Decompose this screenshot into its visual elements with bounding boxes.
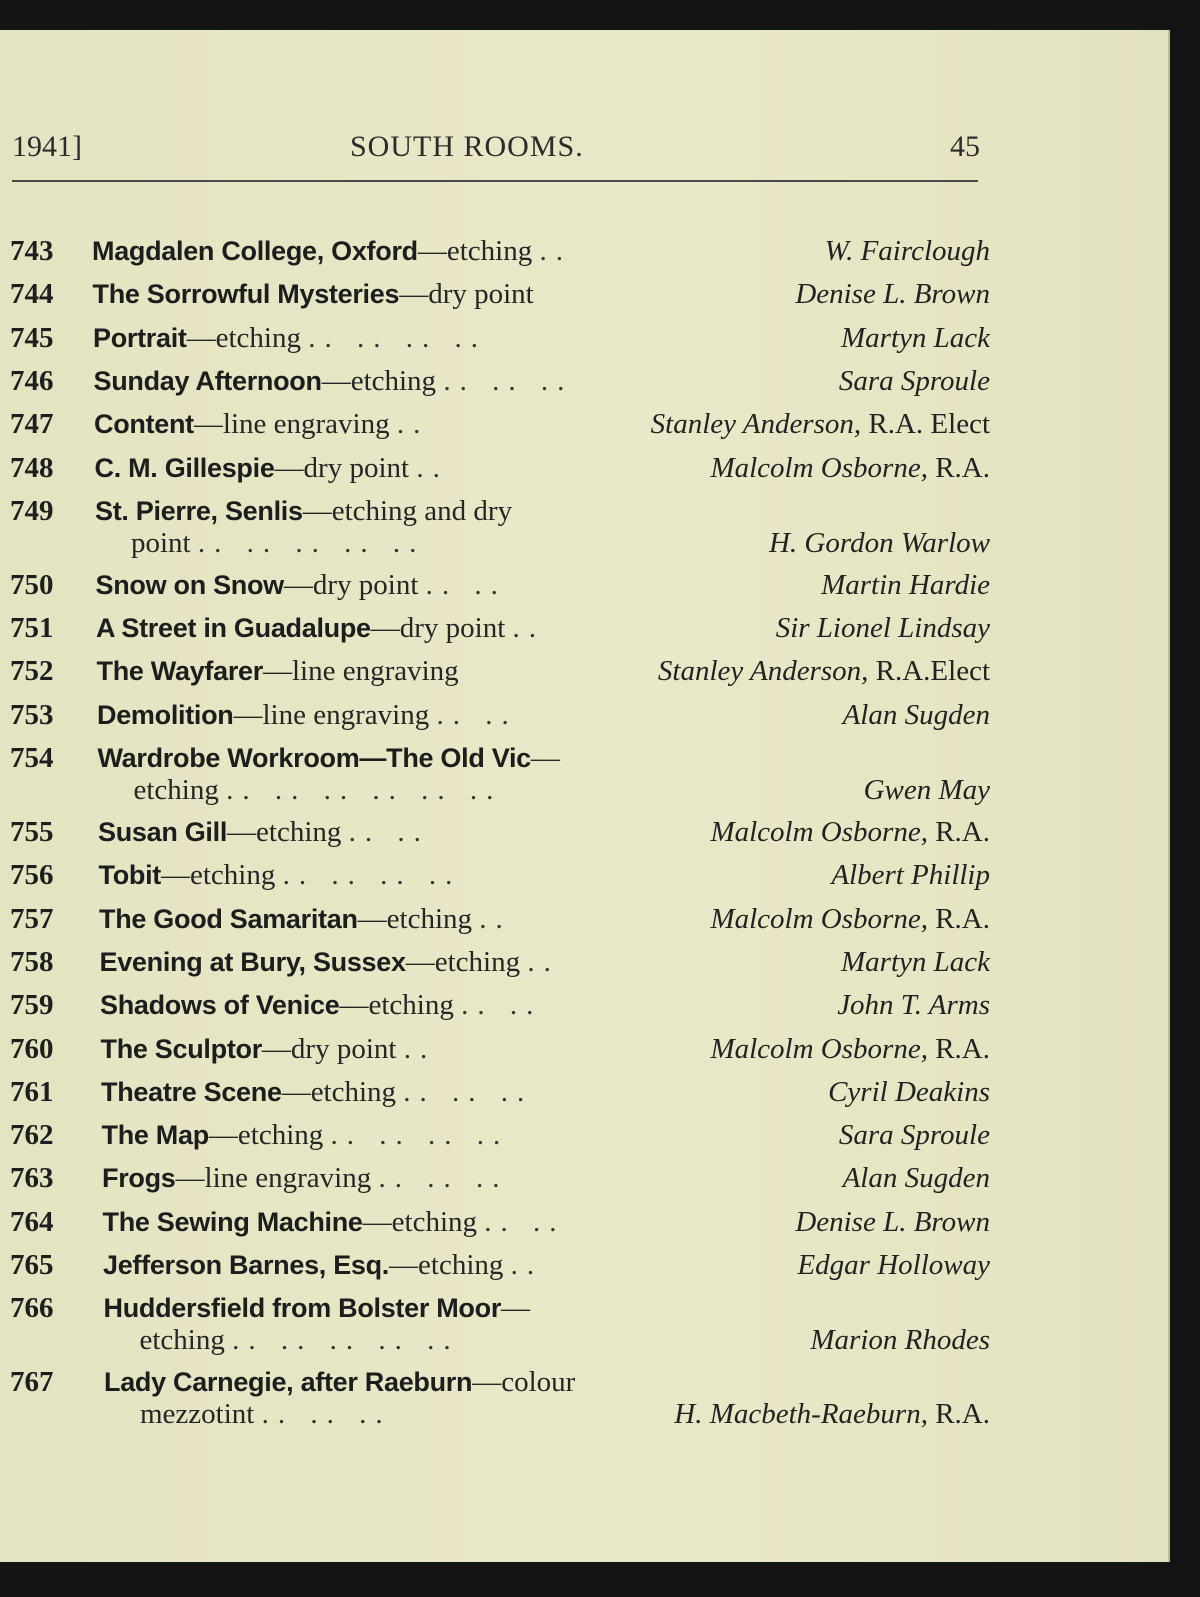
entry-leader-dots: .. (539, 235, 572, 267)
entry-leader-dots: .. .. .. (403, 1075, 534, 1108)
entry-line (0, 569, 990, 605)
artist-name: Malcolm Osborne, (710, 816, 928, 848)
entry-medium: —etching (208, 1119, 324, 1152)
catalogue-entry (0, 569, 990, 609)
entry-line-continued (0, 527, 990, 563)
entry-artist (795, 278, 990, 311)
entry-leader-dots: .. (403, 1032, 437, 1065)
entry-artist (828, 1076, 990, 1109)
catalogue-entry (0, 1033, 990, 1073)
artist-name: Stanley Anderson, (657, 655, 869, 688)
entry-leader-dots: .. (510, 1249, 544, 1281)
catalogue-entry (0, 408, 990, 448)
entry-leader-dots: .. .. (484, 1205, 566, 1238)
entry-leader-dots: .. .. .. .. .. (197, 526, 426, 559)
entry-medium-cont: mezzotint (140, 1398, 255, 1431)
catalogue-entry (0, 235, 990, 275)
entry-line (0, 699, 990, 735)
entry-artist (864, 774, 990, 807)
entry-leader-dots: .. .. .. .. .. (232, 1324, 460, 1357)
entry-description-cont (134, 774, 503, 807)
entry-artist (795, 1206, 990, 1239)
entry-leader-dots: .. .. .. (443, 364, 574, 397)
catalogue-page (0, 30, 1170, 1562)
catalogue-entry (0, 1249, 990, 1289)
entry-artist (797, 1249, 990, 1282)
entry-number: 750 (10, 568, 54, 601)
entry-number: 766 (10, 1292, 54, 1325)
entry-medium: —etching (362, 1205, 478, 1238)
entry-title: The Sorrowful Mysteries (92, 279, 400, 310)
catalogue-entry (0, 816, 990, 856)
entry-artist (674, 1398, 990, 1431)
entry-number: 748 (10, 451, 54, 484)
entry-leader-dots: .. .. (461, 989, 543, 1022)
entry-number: 756 (10, 859, 54, 892)
entry-line-continued (0, 1398, 990, 1434)
artist-honour: R.A. Elect (861, 408, 990, 441)
artist-name: Malcolm Osborne, (710, 451, 928, 484)
entry-description (99, 903, 512, 936)
entry-description (98, 742, 560, 775)
entry-line (0, 1249, 990, 1285)
entry-leader-dots: .. .. .. .. .. .. (226, 774, 503, 806)
artist-name: Gwen May (863, 774, 990, 806)
artist-name: Sara Sproule (838, 1119, 990, 1152)
entry-number: 745 (10, 321, 54, 354)
entry-artist (839, 365, 990, 398)
entry-description (98, 816, 430, 849)
entry-medium: —dry point (261, 1032, 397, 1065)
entry-title: The Sewing Machine (102, 1206, 363, 1237)
entry-medium: — (501, 1292, 531, 1325)
entry-medium: —dry point (274, 451, 410, 484)
entry-line (0, 365, 990, 401)
artist-name: Alan Sugden (842, 1162, 990, 1195)
catalogue-entry (0, 655, 990, 695)
artist-name: Martyn Lack (841, 321, 990, 354)
entry-title: Huddersfield from Bolster Moor (103, 1293, 502, 1324)
entry-leader-dots: .. .. .. .. (308, 321, 487, 354)
entry-number: 751 (10, 612, 54, 645)
entry-line (0, 946, 990, 982)
entry-description (93, 278, 534, 311)
entry-description (101, 1076, 533, 1109)
entry-description (97, 699, 518, 732)
artist-name: Martin Hardie (821, 568, 990, 601)
entry-description (100, 946, 560, 979)
entry-artist (825, 235, 990, 268)
entry-number: 762 (10, 1119, 54, 1152)
artist-name: Malcolm Osborne, (710, 902, 928, 935)
entry-number: 758 (10, 945, 54, 978)
catalogue-entry (0, 742, 990, 806)
entry-title: The Wayfarer (96, 656, 263, 687)
entry-line (0, 742, 990, 778)
entry-artist (843, 1162, 990, 1195)
entry-number: 760 (10, 1032, 54, 1065)
catalogue-entry (0, 322, 990, 362)
entry-leader-dots: .. .. .. (261, 1398, 392, 1431)
entry-line (0, 816, 990, 852)
entry-title: Portrait (93, 322, 187, 353)
entry-artist (831, 859, 990, 892)
entry-description-cont (140, 1324, 460, 1357)
entry-artist (710, 903, 990, 936)
entry-description (103, 1249, 543, 1282)
catalogue-entry (0, 278, 990, 318)
artist-name: Sara Sproule (838, 364, 990, 397)
entry-leader-dots: .. .. .. .. (330, 1119, 510, 1152)
entry-artist (821, 569, 990, 602)
artist-name: Marion Rhodes (810, 1324, 990, 1357)
entry-description (102, 1162, 508, 1195)
artist-name: H. Macbeth-Raeburn, (674, 1398, 928, 1431)
catalogue-entry (0, 1162, 990, 1202)
entry-title: Snow on Snow (95, 569, 284, 600)
entry-medium: —dry point (283, 568, 419, 601)
entry-number: 757 (10, 902, 54, 935)
entry-line (0, 408, 990, 444)
catalogue-entry (0, 1366, 990, 1431)
artist-name: H. Gordon Warlow (768, 526, 990, 559)
entry-medium: —dry point (370, 612, 506, 645)
entry-line (0, 322, 990, 358)
entry-description (94, 365, 574, 398)
entry-line (0, 452, 990, 488)
entry-medium: —etching (227, 816, 342, 848)
entry-line (0, 989, 990, 1025)
entry-number: 765 (10, 1249, 54, 1281)
entry-artist (841, 946, 990, 979)
entry-title: C. M. Gillespie (94, 452, 275, 483)
entry-artist (651, 408, 990, 441)
entry-medium: —etching (281, 1075, 397, 1108)
entry-line (0, 1162, 990, 1198)
entry-leader-dots: .. (512, 612, 546, 645)
entry-description-cont (140, 1398, 392, 1431)
entry-title: Demolition (97, 699, 234, 730)
entry-number: 744 (10, 278, 54, 311)
artist-honour: R.A. (927, 902, 990, 935)
artist-name: Edgar Holloway (797, 1249, 990, 1281)
entry-line (0, 1119, 990, 1155)
entry-title: The Map (101, 1120, 209, 1151)
entry-title: Jefferson Barnes, Esq. (103, 1250, 390, 1280)
catalogue-entry (0, 903, 990, 943)
entry-description (94, 408, 429, 441)
catalogue-entry (0, 1076, 990, 1116)
entry-artist (837, 989, 990, 1022)
entry-title: The Sculptor (100, 1033, 262, 1064)
entry-description (92, 235, 572, 268)
entry-title: Content (94, 409, 194, 440)
entry-description-cont (131, 527, 425, 560)
entry-medium: —line engraving (175, 1162, 372, 1195)
entry-leader-dots: .. (479, 902, 512, 935)
artist-name: Martyn Lack (841, 945, 990, 978)
catalogue-entry (0, 365, 990, 405)
entry-description (95, 495, 512, 528)
entry-artist (658, 655, 990, 688)
catalogue-entry (0, 612, 990, 652)
artist-name: Malcolm Osborne, (710, 1032, 928, 1065)
entry-leader-dots: .. .. .. .. (282, 859, 462, 892)
entry-line (0, 1033, 990, 1069)
catalogue-entry (0, 699, 990, 739)
entry-leader-dots: .. .. (348, 816, 430, 848)
entry-description (104, 1366, 575, 1399)
entry-number: 749 (10, 494, 54, 527)
artist-name: John T. Arms (837, 989, 990, 1022)
entry-line (0, 278, 990, 314)
entry-line (0, 235, 990, 271)
artist-honour: R.A. (927, 816, 990, 848)
catalogue-entry (0, 946, 990, 986)
entry-description (100, 989, 542, 1022)
entry-line (0, 1206, 990, 1242)
entry-line (0, 1366, 990, 1402)
entry-description (95, 452, 449, 485)
catalogue-entry (0, 1119, 990, 1159)
entry-medium: —etching (405, 945, 521, 978)
entry-title: A Street in Guadalupe (96, 613, 371, 644)
entry-artist (769, 527, 990, 560)
entry-description (93, 322, 487, 355)
entry-number: 767 (10, 1366, 54, 1399)
entry-number: 754 (10, 742, 54, 774)
entry-artist (843, 699, 990, 732)
entry-leader-dots: .. .. (425, 568, 507, 601)
header-year: 1941] (12, 130, 82, 163)
entry-number: 755 (10, 816, 54, 848)
entry-medium: —colour (472, 1366, 576, 1399)
catalogue-entry (0, 1206, 990, 1246)
entry-medium: —line engraving (262, 655, 459, 688)
entry-artist (710, 816, 990, 849)
entry-medium: —etching (389, 1249, 504, 1281)
entry-medium: —etching (160, 859, 276, 892)
entry-description (99, 859, 462, 892)
artist-name: Denise L. Brown (795, 1205, 990, 1238)
catalogue-entry (0, 494, 990, 559)
entry-artist (810, 1324, 990, 1357)
artist-honour: R.A. (927, 451, 990, 484)
entry-medium: —etching (321, 364, 437, 397)
entry-artist (710, 1033, 990, 1066)
entry-artist (710, 452, 990, 485)
artist-name: Cyril Deakins (828, 1075, 990, 1108)
entry-number: 753 (10, 698, 54, 731)
entry-medium: —dry point (399, 278, 534, 311)
entry-leader-dots: .. .. (436, 698, 518, 731)
entry-description (97, 655, 459, 688)
entry-line (0, 495, 990, 531)
entry-description (96, 569, 507, 602)
entry-artist (776, 612, 990, 645)
entry-number: 763 (10, 1162, 54, 1195)
entry-medium: — (530, 742, 560, 774)
artist-name: Stanley Anderson, (650, 408, 862, 441)
entry-description (104, 1292, 531, 1325)
entry-description (96, 612, 545, 645)
entry-title: Shadows of Venice (100, 990, 340, 1021)
entry-number: 743 (10, 235, 54, 267)
entry-medium: —etching (339, 989, 454, 1022)
catalogue-entry (0, 989, 990, 1029)
entry-line (0, 903, 990, 939)
entry-leader-dots: .. .. .. (378, 1162, 509, 1195)
entry-line (0, 1292, 990, 1328)
entry-title: The Good Samaritan (99, 903, 358, 934)
entry-medium: —etching and dry (302, 494, 513, 527)
entry-description (102, 1119, 510, 1152)
entry-title: Susan Gill (98, 817, 228, 847)
artist-honour: R.A. (927, 1032, 990, 1065)
entry-title: Tobit (98, 860, 161, 891)
entry-line-continued (0, 774, 990, 810)
entry-title: Sunday Afternoon (93, 365, 322, 396)
entry-line (0, 655, 990, 691)
entry-title: Magdalen College, Oxford (92, 236, 418, 266)
entry-medium: —etching (417, 235, 533, 267)
entry-number: 759 (10, 989, 54, 1022)
artist-name: Sir Lionel Lindsay (775, 612, 990, 645)
entry-number: 752 (10, 655, 54, 688)
entry-medium: —etching (186, 321, 301, 354)
entry-medium: —line engraving (233, 698, 430, 731)
entry-medium-cont: point (131, 526, 191, 559)
catalogue-entry (0, 859, 990, 899)
artist-name: Albert Phillip (831, 859, 990, 892)
entry-title: Lady Carnegie, after Raeburn (104, 1367, 473, 1398)
entry-description (103, 1206, 566, 1239)
entry-title: Wardrobe Workroom—The Old Vic (97, 743, 531, 773)
entry-leader-dots: .. (396, 408, 430, 441)
catalogue-entry (0, 452, 990, 492)
entry-number: 764 (10, 1205, 54, 1238)
entry-number: 747 (10, 408, 54, 441)
artist-name: Denise L. Brown (795, 278, 990, 311)
page-number: 45 (950, 130, 980, 163)
header-title: SOUTH ROOMS. (350, 130, 584, 163)
entry-medium-cont: etching (139, 1324, 225, 1357)
entry-artist (841, 322, 990, 355)
entry-description (101, 1033, 437, 1066)
catalogue-entries (0, 30, 1168, 1562)
entry-line (0, 859, 990, 895)
artist-honour: R.A. (927, 1398, 990, 1431)
entry-number: 761 (10, 1075, 54, 1108)
entry-line (0, 612, 990, 648)
entry-number: 746 (10, 364, 54, 397)
entry-leader-dots: .. (527, 945, 560, 978)
entry-title: Theatre Scene (101, 1076, 282, 1107)
artist-name: Alan Sugden (842, 698, 990, 731)
entry-medium: —etching (357, 902, 473, 935)
entry-leader-dots: .. (416, 451, 449, 484)
entry-line-continued (0, 1324, 990, 1360)
catalogue-entry (0, 1292, 990, 1357)
entry-title: Frogs (102, 1163, 176, 1194)
artist-honour: R.A.Elect (868, 655, 990, 688)
entry-title: Evening at Bury, Sussex (99, 946, 406, 977)
entry-medium: —line engraving (193, 408, 390, 441)
entry-line (0, 1076, 990, 1112)
entry-artist (839, 1119, 990, 1152)
entry-medium-cont: etching (133, 774, 219, 806)
artist-name: W. Fairclough (824, 235, 990, 267)
entry-title: St. Pierre, Senlis (95, 495, 303, 526)
